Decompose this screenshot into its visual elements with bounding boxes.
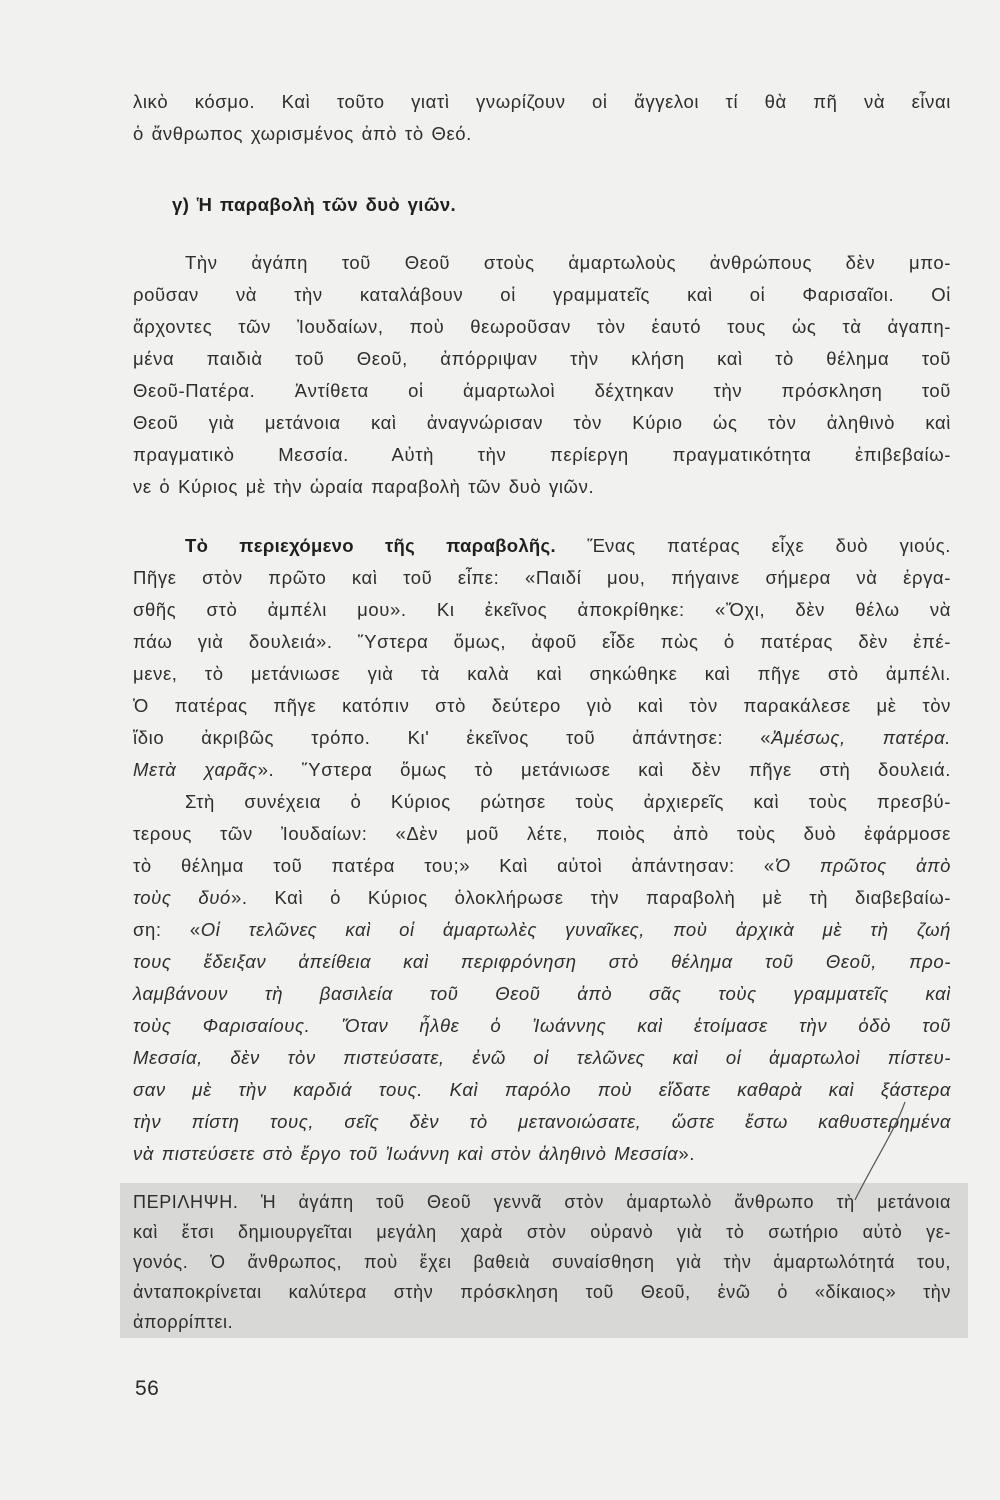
paragraph-line: Θεοῦ-Πατέρα. Ἀντίθετα οἱ ἁμαρτωλοὶ δέχτηκαν τὴν πρόσκληση τοῦ xyxy=(133,380,951,401)
summary-line xyxy=(133,1187,951,1217)
quote-line: λαμβάνουν τὴ βασιλεία τοῦ Θεοῦ ἀπὸ σᾶς τοὺς γραμματεῖς καὶ xyxy=(133,983,951,1004)
quote-text: Ἀμέσως, πατέρα. xyxy=(771,727,951,748)
quote-text: Οἱ τελῶνες καὶ οἱ ἁμαρτωλὲς γυναῖκες, ποὺ ἀρχικὰ μὲ τὴ ζωή xyxy=(200,919,951,940)
quote-line: τοὺς Φαρισαίους. Ὅταν ἦλθε ὁ Ἰωάννης καὶ ἑτοίμασε τὴν ὁδὸ τοῦ xyxy=(133,1015,951,1036)
paragraph-line xyxy=(133,1138,951,1170)
section-heading xyxy=(172,189,990,221)
paragraph-text: ση: « xyxy=(133,919,201,940)
paragraph-2 xyxy=(133,530,951,786)
section-heading-text: γ) Ἡ παραβολὴ τῶν δυὸ γιῶν. xyxy=(172,194,457,215)
summary-line: γονός. Ὁ ἄνθρωπος, ποὺ ἔχει βαθειὰ συναίσθηση γιὰ τὴν ἁμαρτωλότητά του, xyxy=(133,1252,951,1272)
paragraph-line xyxy=(133,882,951,914)
paragraph-text: ». Καὶ ὁ Κύριος ὁλοκλήρωσε τὴν παραβολὴ μὲ τὴ διαβεβαίω- xyxy=(230,887,952,908)
paragraph-3 xyxy=(133,786,951,1170)
paragraph-text: ». xyxy=(678,1143,695,1164)
summary-text xyxy=(133,1187,951,1337)
paragraph-label: Τὸ περιεχόμενο τῆς παραβολῆς. xyxy=(185,535,556,556)
paragraph-line: τερους τῶν Ἰουδαίων: «Δὲν μοῦ λέτε, ποιὸς ἀπὸ τοὺς δυὸ ἐφάρμοσε xyxy=(133,823,951,844)
paragraph-line xyxy=(133,722,951,754)
paragraph-line xyxy=(133,530,951,562)
paragraph-text: Ἕνας πατέρας εἶχε δυὸ γιούς. xyxy=(587,535,951,556)
paragraph-text: τὸ θέλημα τοῦ πατέρα του;» Καὶ αὐτοὶ ἀπάντησαν: « xyxy=(133,855,775,876)
paragraph-line xyxy=(133,754,951,786)
quote-text: τοὺς δυό xyxy=(133,887,231,908)
page-number: 56 xyxy=(135,1377,160,1400)
paragraph-line xyxy=(133,850,951,882)
paragraph-line: Πῆγε στὸν πρῶτο καὶ τοῦ εἶπε: «Παιδί μου, πήγαινε σήμερα νὰ ἐργα- xyxy=(133,567,951,588)
intro-line: λικὸ κόσμο. Καὶ τοῦτο γιατὶ γνωρίζουν οἱ ἄγγελοι τί θὰ πῆ νὰ εἶναι xyxy=(133,91,951,112)
paragraph-line: ἄρχοντες τῶν Ἰουδαίων, ποὺ θεωροῦσαν τὸν ἑαυτό τους ὡς τὰ ἀγαπη- xyxy=(133,316,951,337)
paragraph-line: Θεοῦ γιὰ μετάνοια καὶ ἀναγνώρισαν τὸν Κύριο ὡς τὸν ἀληθινὸ καὶ xyxy=(133,412,951,433)
summary-label: ΠΕΡΙΛΗΨΗ. xyxy=(133,1192,239,1212)
summary-line: καὶ ἔτσι δημιουργεῖται μεγάλη χαρὰ στὸν οὐρανὸ γιὰ τὸ σωτήριο αὐτὸ γε- xyxy=(133,1222,951,1242)
paragraph-line: ροῦσαν νὰ τὴν καταλάβουν οἱ γραμματεῖς καὶ οἱ Φαρισαῖοι. Οἱ xyxy=(133,284,951,305)
summary-line: ἀπορρίπτει. xyxy=(133,1312,234,1332)
quote-text: νὰ πιστεύσετε στὸ ἔργο τοῦ Ἰωάννη καὶ στὸν ἀληθινὸ Μεσσία xyxy=(133,1143,679,1164)
paragraph-line: Στὴ συνέχεια ὁ Κύριος ρώτησε τοὺς ἀρχιερεῖς καὶ τοὺς πρεσβύ- xyxy=(185,791,951,812)
quote-line: τους ἔδειξαν ἀπείθεια καὶ περιφρόνηση στὸ θέλημα τοῦ Θεοῦ, προ- xyxy=(133,951,951,972)
quote-line: τὴν πίστη τους, σεῖς δὲν τὸ μετανοιώσατε, ὥστε ἔστω καθυστερημένα xyxy=(133,1111,951,1132)
quote-line: Μεσσία, δὲν τὸν πιστεύσατε, ἐνῶ οἱ τελῶνες καὶ οἱ ἁμαρτωλοὶ πίστευ- xyxy=(133,1047,951,1068)
paragraph-text: ἴδιο ἀκριβῶς τρόπο. Κι' ἐκεῖνος τοῦ ἀπάντησε: « xyxy=(133,727,772,748)
paragraph-line: σθῆς στὸ ἀμπέλι μου». Κι ἐκεῖνος ἀποκρίθηκε: «Ὄχι, δὲν θέλω νὰ xyxy=(133,599,951,620)
paragraph-line: Ὁ πατέρας πῆγε κατόπιν στὸ δεύτερο γιὸ καὶ τὸν παρακάλεσε μὲ τὸν xyxy=(133,695,951,716)
paragraph-line xyxy=(133,914,951,946)
paragraph-line: μενε, τὸ μετάνιωσε γιὰ τὰ καλὰ καὶ σηκώθηκε καὶ πῆγε στὸ ἀμπέλι. xyxy=(133,663,951,684)
paragraph-1 xyxy=(133,247,951,503)
quote-text: Ὁ πρῶτος ἀπὸ xyxy=(774,855,951,876)
paragraph-text: ». Ὕστερα ὅμως τὸ μετάνιωσε καὶ δὲν πῆγε στὴ δουλειά. xyxy=(257,759,951,780)
summary-text-part: Ἡ ἀγάπη τοῦ Θεοῦ γεννᾶ στὸν ἁμαρτωλὸ ἄνθρωπο τὴ μετάνοια xyxy=(260,1192,951,1212)
paragraph-line: πάω γιὰ δουλειά». Ὕστερα ὅμως, ἀφοῦ εἶδε πὼς ὁ πατέρας δὲν ἐπέ- xyxy=(133,631,951,652)
quote-line: σαν μὲ τὴν καρδιά τους. Καὶ παρόλο ποὺ εἴδατε καθαρὰ καὶ ξάστερα xyxy=(133,1079,951,1100)
paragraph-line: Τὴν ἀγάπη τοῦ Θεοῦ στοὺς ἁμαρτωλοὺς ἀνθρώπους δὲν μπο- xyxy=(185,252,951,273)
intro-text xyxy=(133,86,951,150)
paragraph-line: πραγματικὸ Μεσσία. Αὐτὴ τὴν περίεργη πραγματικότητα ἐπιβεβαίω- xyxy=(133,444,951,465)
quote-text: Μετὰ χαρᾶς xyxy=(133,759,258,780)
intro-line: ὁ ἄνθρωπος χωρισμένος ἀπὸ τὸ Θεό. xyxy=(133,123,472,144)
summary-line: ἀνταποκρίνεται καλύτερα στὴν πρόσκληση τοῦ Θεοῦ, ἐνῶ ὁ «δίκαιος» τὴν xyxy=(133,1282,951,1302)
paragraph-line: νε ὁ Κύριος μὲ τὴν ὡραία παραβολὴ τῶν δυὸ γιῶν. xyxy=(133,476,595,497)
paragraph-line: μένα παιδιὰ τοῦ Θεοῦ, ἀπόρριψαν τὴν κλήση καὶ τὸ θέλημα τοῦ xyxy=(133,348,951,369)
